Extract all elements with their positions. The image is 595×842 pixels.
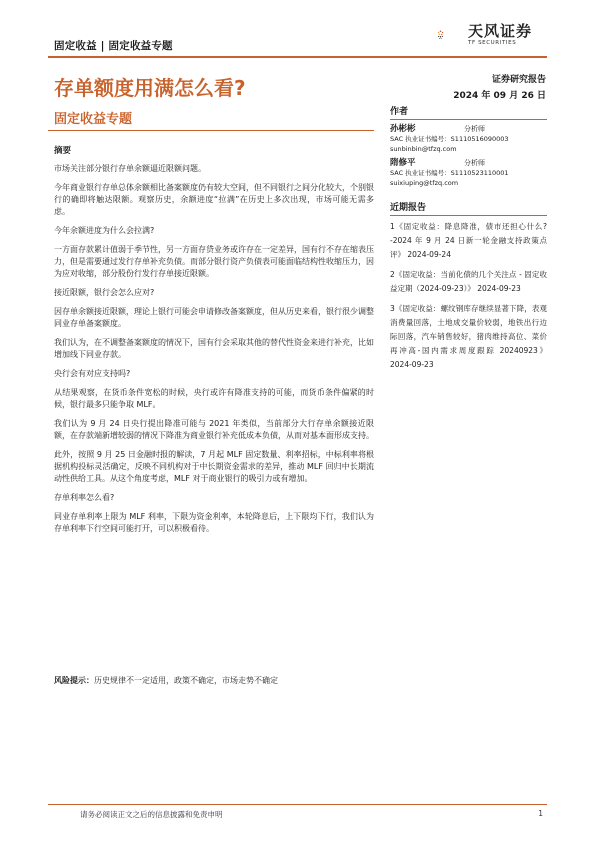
author-cert: SAC 执业证书编号：S1110516090003: [390, 135, 509, 143]
logo-english-name: TF SECURITIES: [468, 40, 517, 46]
report-type: 证券研究报告: [491, 75, 546, 85]
header-category: 固定收益 | 固定收益专题: [54, 40, 173, 52]
paragraph: 从结果观察，在货币条件宽松的时候，央行或许有降准支持的可能，而货币条件偏紧的时候，银行最多只能争取 MLF。: [54, 388, 374, 409]
author-name: 孙彬彬: [390, 124, 416, 134]
footer-disclaimer: 请务必阅读正文之后的信息披露和免责申明: [80, 810, 223, 819]
report-title: 存单额度用满怎么看?: [54, 76, 246, 100]
paragraph: 我们认为 9 月 24 日央行提出降准可能与 2021 年类似，当前部分大行存单余额接近限额，在存款端新增较弱的情况下降准为商业银行补充低成本负债，从而对基本面形成支持。: [54, 419, 374, 440]
question-heading: 接近限额，银行会怎么应对?: [54, 288, 155, 297]
authors-heading: 作者: [390, 104, 547, 120]
question-heading: 央行会有对应支持吗?: [54, 369, 131, 378]
risk-warning: [54, 675, 374, 687]
recent-report-link[interactable]: 3《固定收益：螺纹钢库存继续显著下降，表观消费量回落，土地成交量价较弱，地铁出行边际回落，汽车销售较好，猪肉维持高位、菜价再冲高-国内需求周度跟踪 20240923》 2024-09-23: [390, 304, 547, 369]
main-content: [54, 145, 374, 542]
paragraph: 市场关注部分银行存单余额逼近限额问题。: [54, 164, 206, 173]
author-cert: SAC 执业证书编号：S1110523110001: [390, 169, 509, 177]
risk-text: 历史规律不一定适用，政策不确定，市场走势不确定: [94, 676, 278, 685]
abstract-heading: 摘要: [54, 146, 72, 156]
page-number: 1: [538, 809, 543, 818]
paragraph: 今年商业银行存单总体余额相比备案额度仍有较大空间，但不同银行之间分化较大，个别银行的确即将触达限额。观察历史，余额进度“拉满”在历史上多次出现，市场可能无需多虑。: [54, 183, 374, 216]
header-divider: [48, 56, 547, 58]
author-role: 分析师: [464, 125, 485, 133]
report-date: 2024 年 09 月 26 日: [453, 91, 546, 101]
paragraph: 因存单余额接近限额，理论上银行可能会申请修改备案额度，但从历史来看，银行很少调整同业存单备案额度。: [54, 307, 374, 328]
footer-divider: [48, 804, 547, 805]
question-heading: 存单利率怎么看?: [54, 493, 115, 502]
question-heading: 今年余额进度为什么会拉满?: [54, 226, 155, 235]
author-email[interactable]: suixiuping@tfzq.com: [390, 179, 459, 187]
paragraph: 我们认为，在不调整备案额度的情况下，国有行会采取其他的替代性资金来进行补充，比如增加线下同业存款。: [54, 338, 374, 359]
logo-chinese-name: 天风证券: [468, 22, 533, 40]
author-card: [390, 158, 547, 188]
author-card: [390, 124, 547, 154]
author-email[interactable]: sunbinbin@tfzq.com: [390, 145, 457, 153]
recent-report-link[interactable]: 2《固定收益：当前化债的几个关注点 - 固定收益定期（2024-09-23）》 2024-09-23: [390, 270, 547, 293]
author-role: 分析师: [464, 159, 485, 167]
paragraph: 同业存单利率上限为 MLF 利率，下限为资金利率，本轮降息后，上下限均下行，我们认为存单利率下行空间可能打开，可以积极看待。: [54, 512, 374, 533]
paragraph: 一方面存款累计值弱于季节性，另一方面存贷业务或许存在一定差异，国有行不存在缩表压力，但是需要通过发行存单补充负债。而部分银行资产负债表可能面临结构性收缩压力，因为应对收缩，部分股份行发行存单接近限额。: [54, 245, 374, 278]
risk-label: 风险提示：: [54, 676, 94, 685]
report-subtitle: 固定收益专题: [54, 112, 133, 127]
paragraph: 此外，按照 9 月 25 日金融时报的解读，7 月起 MLF 固定数量、利率招标，中标利率将根据机构投标灵活确定，反映不同机构对于中长期资金需求的差异，推动 MLF 回归中长期流动性供给工具。从这个角度考虑，MLF 对于商业银行的吸引力或有增加。: [54, 450, 374, 483]
tf-securities-logo: [437, 15, 467, 55]
subtitle-divider: [48, 130, 374, 131]
recent-reports-heading: 近期报告: [390, 200, 547, 216]
recent-report-link[interactable]: 1《固定收益：降息降准，债市还担心什么? -2024 年 9 月 24 日新一轮金融支持政策点评》 2024-09-24: [390, 222, 547, 259]
author-name: 隋修平: [390, 158, 416, 168]
sidebar: [390, 104, 547, 378]
